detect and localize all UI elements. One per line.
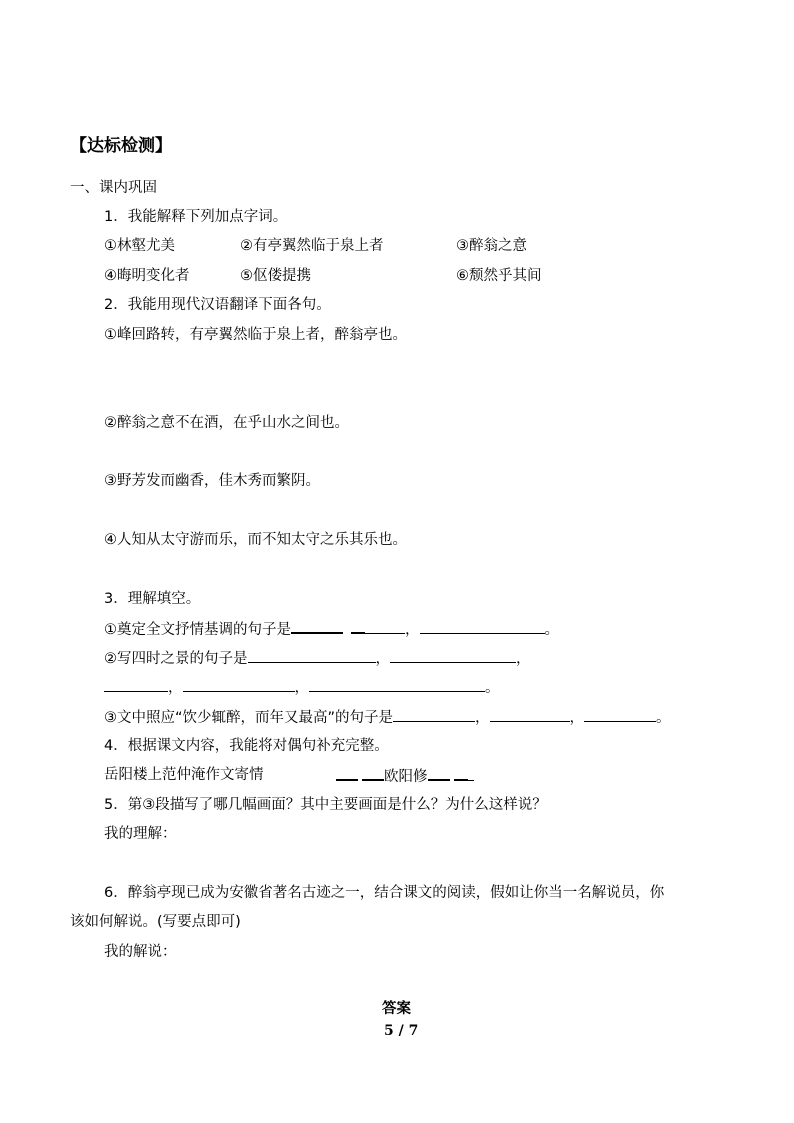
answer-blank[interactable] bbox=[428, 765, 450, 781]
answer-blank[interactable] bbox=[393, 707, 475, 722]
comma: ， bbox=[294, 680, 309, 696]
page-number: 5 / 7 bbox=[384, 1023, 419, 1039]
q6-title: 6．醉翁亭现已成为安徽省著名古迹之一，结合课文的阅读，假如让你当一名解说员，你 bbox=[104, 885, 665, 901]
comma: ， bbox=[569, 710, 585, 726]
couplet-left: 岳阳楼上范仲淹作文寄情 bbox=[104, 767, 264, 783]
answer-blank[interactable] bbox=[104, 677, 168, 692]
q4-couplet-right bbox=[336, 765, 474, 787]
couplet-right: 欧阳修 bbox=[384, 769, 428, 785]
answer-blank[interactable] bbox=[351, 618, 365, 634]
q3-fill-line-2 bbox=[104, 648, 531, 669]
answer-blank[interactable] bbox=[420, 619, 545, 634]
period: 。 bbox=[544, 622, 559, 638]
q4-couplet bbox=[104, 765, 264, 785]
q2-sentence: ①峰回路转，有亭翼然临于泉上者，醉翁亭也。 bbox=[104, 327, 407, 343]
q1-item: ①林壑尤美 bbox=[104, 238, 175, 254]
q1-item: ⑥颓然乎其间 bbox=[456, 268, 542, 284]
q3-title: 3．理解填空。 bbox=[104, 591, 201, 607]
comma: ， bbox=[475, 710, 490, 726]
answer-blank[interactable] bbox=[291, 618, 343, 634]
q3-prompt: ③文中照应“饮少辄醉，而年又最高”的句子是 bbox=[104, 710, 394, 726]
q1-title: 1．我能解释下列加点字词。 bbox=[104, 209, 288, 225]
answer-blank[interactable] bbox=[336, 765, 358, 781]
q3-fill-line-1 bbox=[104, 618, 559, 640]
q5-title: 5．第③段描写了哪几幅画面？其中主要画面是什么？为什么这样说？ bbox=[104, 797, 547, 813]
q2-sentence: ②醉翁之意不在酒，在乎山水之间也。 bbox=[104, 415, 349, 431]
q1-item: ③醉翁之意 bbox=[456, 238, 527, 254]
q3-prompt: ②写四时之景的句子是 bbox=[104, 651, 248, 667]
q1-item: ④晦明变化者 bbox=[104, 268, 190, 284]
answer-blank[interactable] bbox=[454, 765, 468, 781]
q1-item: ②有亭翼然临于泉上者 bbox=[240, 238, 384, 254]
answer-blank[interactable] bbox=[362, 765, 384, 781]
q3-prompt: ①奠定全文抒情基调的句子是 bbox=[104, 622, 291, 638]
q2-sentence: ③野芳发而幽香，佳木秀而繁阴。 bbox=[104, 473, 320, 489]
answer-blank[interactable] bbox=[584, 707, 656, 722]
comma: ， bbox=[516, 651, 531, 667]
answer-blank[interactable] bbox=[183, 677, 295, 692]
q5-answer-label: 我的理解： bbox=[104, 826, 177, 842]
answer-blank[interactable] bbox=[468, 766, 474, 781]
answer-blank[interactable] bbox=[390, 648, 516, 663]
q1-item: ⑤伛偻提携 bbox=[240, 268, 311, 284]
q2-title: 2．我能用现代汉语翻译下面各句。 bbox=[104, 297, 331, 313]
section-heading: 【达标检测】 bbox=[70, 136, 172, 156]
answer-blank[interactable] bbox=[490, 707, 570, 722]
answer-blank[interactable] bbox=[309, 677, 485, 692]
answer-heading: 答案 bbox=[382, 1001, 411, 1017]
q3-fill-line-4 bbox=[104, 707, 671, 728]
comma: ， bbox=[405, 622, 420, 638]
answer-blank[interactable] bbox=[248, 648, 376, 663]
q6-answer-label: 我的解说： bbox=[104, 944, 177, 960]
q3-fill-line-3 bbox=[104, 677, 500, 698]
answer-blank[interactable] bbox=[365, 619, 405, 634]
period: 。 bbox=[656, 710, 671, 726]
part-title: 一、课内巩固 bbox=[70, 180, 157, 196]
comma: ， bbox=[375, 651, 390, 667]
comma: ， bbox=[168, 680, 183, 696]
period: 。 bbox=[485, 680, 500, 696]
q6-title-cont: 该如何解说。(写要点即可) bbox=[70, 914, 241, 930]
q4-title: 4．根据课文内容，我能将对偶句补充完整。 bbox=[104, 738, 389, 754]
q2-sentence: ④人知从太守游而乐，而不知太守之乐其乐也。 bbox=[104, 532, 407, 548]
